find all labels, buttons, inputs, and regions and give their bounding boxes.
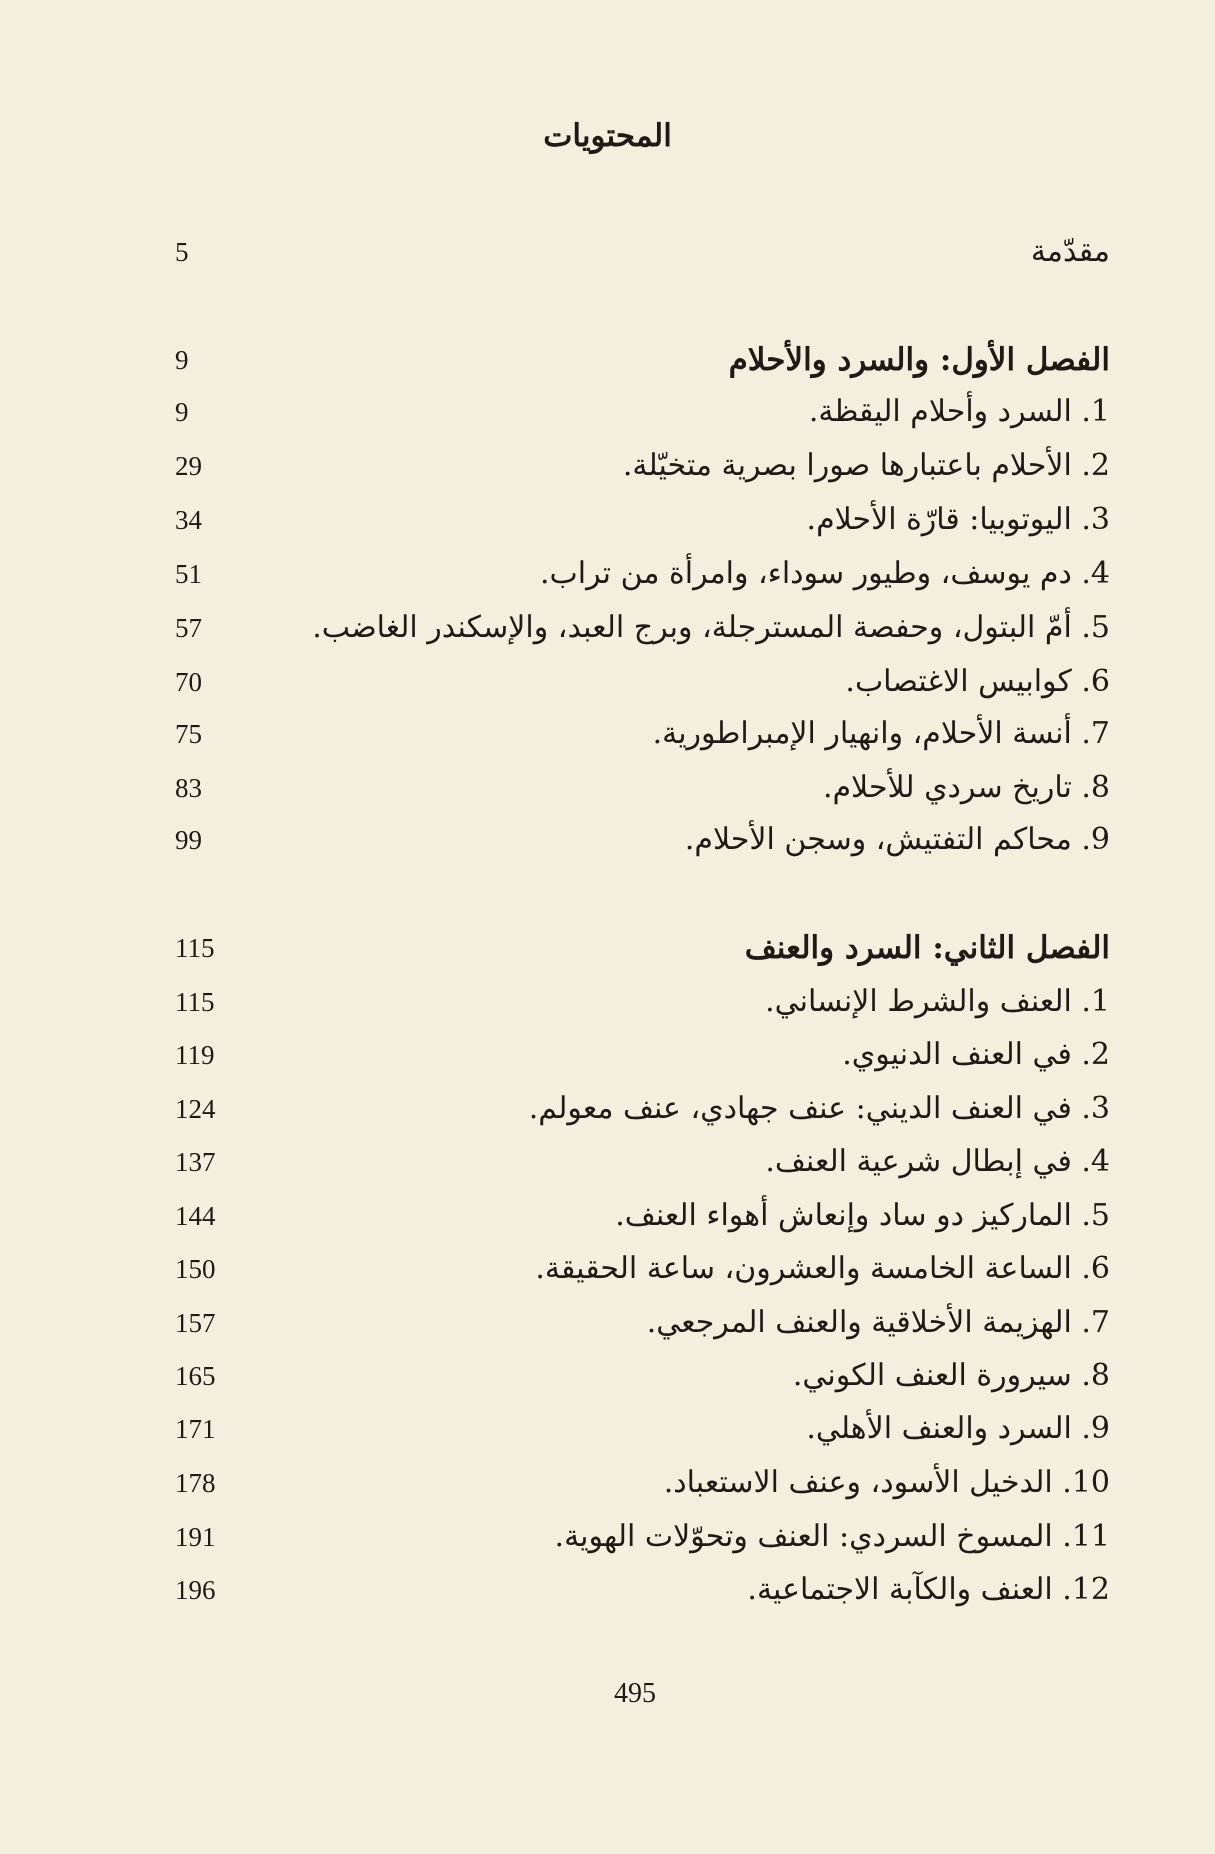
toc-entry: [0, 1403, 1215, 1455]
toc-entry-label: 1. العنف والشرط الإنساني.: [765, 984, 1110, 1019]
toc-entry-page: 157: [175, 1308, 216, 1338]
toc-entry-label: 5. أمّ البتول، وحفصة المسترجلة، وبرج العبد، والإسكندر الغاضب.: [312, 610, 1110, 645]
toc-entry-label: 3. اليوتوبيا: قارّة الأحلام.: [806, 502, 1110, 537]
toc-entry: [0, 1457, 1215, 1509]
toc-entry-page: 150: [175, 1254, 216, 1284]
toc-entry-page: 115: [175, 987, 215, 1017]
toc-entry-label: 3. في العنف الديني: عنف جهادي، عنف معولم.: [528, 1091, 1110, 1126]
toc-entry-label: 7. الهزيمة الأخلاقية والعنف المرجعي.: [646, 1305, 1110, 1340]
toc-entry-label: 2. الأحلام باعتبارها صورا بصرية متخيّلة.: [622, 448, 1110, 483]
toc-entry: [0, 602, 1215, 654]
toc-entry-page: 9: [175, 397, 189, 427]
toc-entry: [0, 1136, 1215, 1188]
toc-entry-label: 8. سيرورة العنف الكوني.: [792, 1358, 1110, 1393]
toc-entry: [0, 1564, 1215, 1616]
page-number: 495: [614, 1678, 656, 1709]
toc-entry-page: 75: [175, 719, 202, 749]
chapter-heading: [0, 334, 1215, 386]
chapter-heading-label: الفصل الأول: والسرد والأحلام: [728, 342, 1110, 378]
toc-entry: [0, 548, 1215, 600]
toc-entry-page: 83: [175, 773, 202, 803]
toc-entry-page: 196: [175, 1575, 216, 1605]
toc-entry: [0, 708, 1215, 760]
toc-entry: [0, 226, 1215, 278]
toc-entry-label: 12. العنف والكآبة الاجتماعية.: [747, 1572, 1110, 1607]
toc-entry-label: 2. في العنف الدنيوي.: [842, 1037, 1110, 1072]
toc-entry-label: 4. دم يوسف، وطيور سوداء، وامرأة من تراب.: [540, 556, 1110, 591]
toc-entry: [0, 814, 1215, 866]
chapter-heading-label: الفصل الثاني: السرد والعنف: [744, 930, 1110, 966]
toc-entry: [0, 976, 1215, 1028]
toc-entry-page: 124: [175, 1094, 216, 1124]
toc-entry-page: 191: [175, 1522, 216, 1552]
toc-entry-label: 4. في إبطال شرعية العنف.: [765, 1144, 1110, 1179]
chapter-heading: [0, 922, 1215, 974]
toc-entry: [0, 1190, 1215, 1242]
toc-entry-label: 10. الدخيل الأسود، وعنف الاستعباد.: [663, 1465, 1110, 1500]
toc-entry: [0, 1350, 1215, 1402]
toc-entry-page: 165: [175, 1361, 216, 1391]
toc-entry: [0, 1243, 1215, 1295]
toc-entry-page: 34: [175, 505, 202, 535]
toc-entry-page: 144: [175, 1201, 216, 1231]
toc-entry: [0, 386, 1215, 438]
toc-entry-page: 137: [175, 1147, 216, 1177]
chapter-heading-page: 9: [175, 345, 189, 375]
toc-entry-page: 178: [175, 1468, 216, 1498]
toc-entry-label: 6. كوابيس الاغتصاب.: [845, 664, 1110, 699]
toc-entry-page: 51: [175, 559, 202, 589]
toc-entry-page: 70: [175, 667, 202, 697]
toc-entry-label: 5. الماركيز دو ساد وإنعاش أهواء العنف.: [615, 1198, 1110, 1233]
toc-entry: [0, 1297, 1215, 1349]
toc-entry-page: 57: [175, 613, 202, 643]
toc-entry-label: مقدّمة: [1030, 234, 1110, 269]
toc-entry-page: 99: [175, 825, 202, 855]
toc-entry: [0, 1029, 1215, 1081]
toc-entry-label: 8. تاريخ سردي للأحلام.: [822, 770, 1110, 805]
toc-entry-label: 11. المسوخ السردي: العنف وتحوّلات الهوية.: [554, 1519, 1110, 1554]
toc-entry-page: 29: [175, 451, 202, 481]
toc-entry-page: 119: [175, 1040, 215, 1070]
toc-entry-label: 9. السرد والعنف الأهلي.: [806, 1411, 1110, 1446]
toc-entry: [0, 1083, 1215, 1135]
chapter-heading-page: 115: [175, 933, 215, 963]
toc-entry: [0, 440, 1215, 492]
toc-entry-page: 5: [175, 237, 189, 267]
toc-entry-label: 7. أنسة الأحلام، وانهيار الإمبراطورية.: [652, 716, 1110, 751]
toc-entry-page: 171: [175, 1414, 216, 1444]
toc-entry: [0, 494, 1215, 546]
toc-entry-label: 1. السرد وأحلام اليقظة.: [808, 394, 1110, 429]
toc-entry-label: 9. محاكم التفتيش، وسجن الأحلام.: [684, 822, 1110, 857]
toc-entry: [0, 656, 1215, 708]
toc-entry-label: 6. الساعة الخامسة والعشرون، ساعة الحقيقة.: [535, 1251, 1110, 1286]
page-title: المحتويات: [543, 118, 672, 154]
toc-entry: [0, 1511, 1215, 1563]
toc-entry: [0, 762, 1215, 814]
